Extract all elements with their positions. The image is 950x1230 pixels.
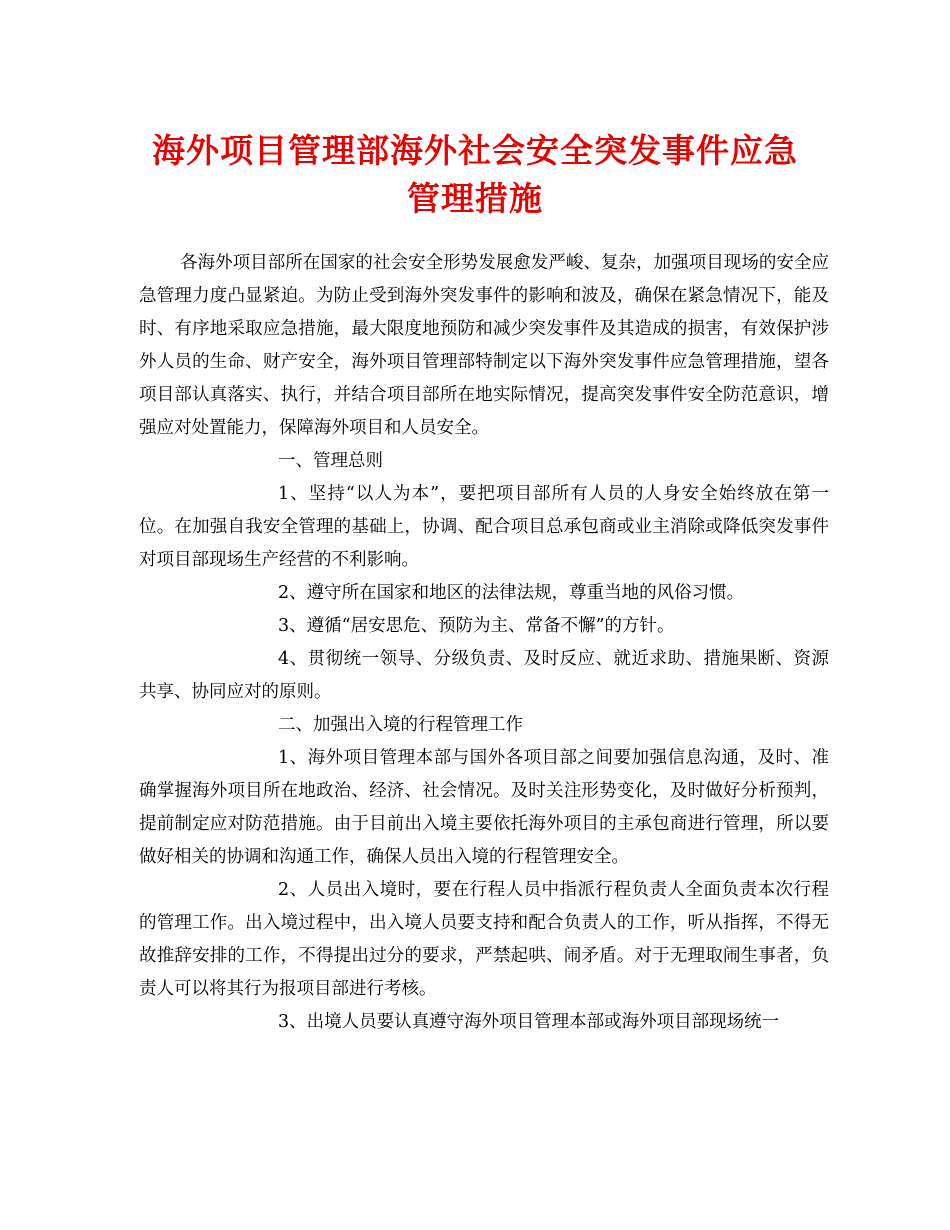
document-title-line-2: 管理措施 xyxy=(407,179,543,218)
section-heading-travel-management: 二、加强出入境的行程管理工作 xyxy=(278,715,523,735)
document-title-line-1: 海外项目管理部海外社会安全突发事件应急 xyxy=(152,131,798,170)
principle-item-2: 2、遵守所在国家和地区的法律法规，尊重当地的风俗习惯。 xyxy=(278,583,745,603)
document-body xyxy=(139,247,829,1039)
principle-item-1: 1、坚持“以人为本”，要把项目部所有人员的人身安全始终放在第一位。在加强自我安全管理的基础上，协调、配合项目总承包商或业主消除或降低突发事件对项目部现场生产经营的不利影响。 xyxy=(139,484,829,570)
principle-item-3: 3、遵循“居安思危、预防为主、常备不懈”的方针。 xyxy=(278,616,675,636)
travel-item-2: 2、人员出入境时，要在行程人员中指派行程负责人全面负责本次行程的管理工作。出入境过程中，出入境人员要支持和配合负责人的工作，听从指挥，不得无故推辞安排的工作，不得提出过分的要求，严禁起哄、闹矛盾。对于无理取闹生事者，负责人可以将其行为报项目部进行考核。 xyxy=(139,880,829,999)
principle-item-4: 4、贯彻统一领导、分级负责、及时反应、就近求助、措施果断、资源共享、协同应对的原则。 xyxy=(139,649,829,702)
travel-item-1: 1、海外项目管理本部与国外各项目部之间要加强信息沟通，及时、准确掌握海外项目所在地政治、经济、社会情况。及时关注形势变化，及时做好分析预判，提前制定应对防范措施。由于目前出入境主要依托海外项目的主承包商进行管理，所以要做好相关的协调和沟通工作，确保人员出入境的行程管理安全。 xyxy=(139,748,829,867)
travel-item-3: 3、出境人员要认真遵守海外项目管理本部或海外项目部现场统一 xyxy=(278,1012,780,1032)
section-heading-general-principles: 一、管理总则 xyxy=(278,451,383,471)
intro-paragraph: 各海外项目部所在国家的社会安全形势发展愈发严峻、复杂，加强项目现场的安全应急管理力度凸显紧迫。为防止受到海外突发事件的影响和波及，确保在紧急情况下，能及时、有序地采取应急措施，最大限度地预防和减少突发事件及其造成的损害，有效保护涉外人员的生命、财产安全，海外项目管理部特制定以下海外突发事件应急管理措施，望各项目部认真落实、执行，并结合项目部所在地实际情况，提高突发事件安全防范意识，增强应对处置能力，保障海外项目和人员安全。 xyxy=(139,253,829,438)
